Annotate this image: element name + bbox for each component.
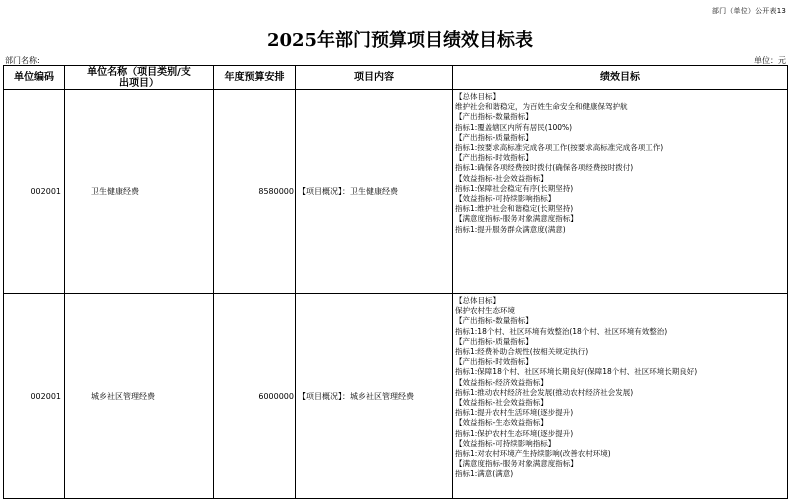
- budget-cell: 6000000: [214, 294, 296, 499]
- goal-line: 【总体目标】: [455, 296, 500, 305]
- table-header-row: [4, 66, 788, 90]
- goal-line: 指标1:提升服务群众满意度(满意): [455, 224, 566, 234]
- goal-line: 【产出指标-时效指标】: [455, 153, 533, 163]
- table-row: [4, 90, 788, 294]
- goal-line: 【产出指标-数量指标】: [455, 316, 533, 326]
- goal-line: 【产出指标-质量指标】: [455, 336, 533, 346]
- unit-label: 单位：元: [754, 56, 786, 65]
- unit-code-cell: 002001: [4, 294, 65, 499]
- goal-line: 指标1:推动农村经济社会发展(推动农村经济社会发展): [455, 387, 634, 397]
- goal-line: 【满意度指标-服务对象满意度指标】: [455, 459, 578, 469]
- header-project-content: 项目内容: [296, 66, 453, 90]
- goal-line: 维护社会和谐稳定，为百姓生命安全和健康保驾护航: [455, 102, 628, 112]
- goal-line: 【产出指标-时效指标】: [455, 357, 533, 367]
- goals-cell: [453, 90, 788, 294]
- goal-line: 【效益指标-社会效益指标】: [455, 173, 548, 183]
- goal-line: 【效益指标-社会效益指标】: [455, 398, 548, 408]
- header-unit-name: 单位名称（项目类别/支出项目）: [65, 66, 214, 90]
- unit-name-cell: 卫生健康经费: [65, 90, 214, 294]
- content-cell: 【项目概况】：城乡社区管理经费: [296, 294, 453, 499]
- goal-line: 【效益指标-经济效益指标】: [455, 377, 548, 387]
- performance-table: [3, 65, 788, 499]
- goal-line: 指标1:维护社会和谐稳定(长期坚持): [455, 204, 574, 214]
- goal-line: 【效益指标-生态效益指标】: [455, 418, 548, 428]
- goal-line: 【产出指标-质量指标】: [455, 132, 533, 142]
- unit-name-cell: 城乡社区管理经费: [65, 294, 214, 499]
- goal-line: 指标1:按要求高标准完成各项工作(按要求高标准完成各项工作): [455, 143, 664, 153]
- department-label: 部门名称:: [5, 56, 40, 65]
- goal-line: 【效益指标-可持续影响指标】: [455, 194, 556, 204]
- goal-line: 指标1:对农村环境产生持续影响(改善农村环境): [455, 449, 611, 459]
- header-performance-goals: 绩效目标: [453, 66, 788, 90]
- header-annual-budget: 年度预算安排: [214, 66, 296, 90]
- goal-line: 【总体目标】: [455, 92, 500, 101]
- goal-line: 【效益指标-可持续影响指标】: [455, 438, 556, 448]
- content-cell: 【项目概况】：卫生健康经费: [296, 90, 453, 294]
- goal-line: 指标1:确保各项经费按时拨付(确保各项经费按时拨付): [455, 163, 634, 173]
- goal-line: 指标1:保障社会稳定有序(长期坚持): [455, 183, 574, 193]
- page-title: 2025年部门预算项目绩效目标表: [266, 30, 534, 51]
- goals-cell: [453, 294, 788, 499]
- goal-line: 【满意度指标-服务对象满意度指标】: [455, 214, 578, 224]
- goal-line: 指标1:覆盖辖区内所有居民(100%): [455, 122, 573, 132]
- goal-line: 保护农村生态环境: [455, 306, 515, 316]
- goal-line: 指标1:18个村、社区环境有效整治(18个村、社区环境有效整治): [455, 326, 668, 336]
- goal-line: 指标1:经费补助合规性(按相关规定执行): [455, 347, 589, 357]
- goal-line: 【产出指标-数量指标】: [455, 112, 533, 122]
- goal-line: 指标1:提升农村生活环境(逐步提升): [455, 408, 574, 418]
- unit-code-cell: 002001: [4, 90, 65, 294]
- goal-line: 指标1:满意(满意): [455, 469, 514, 479]
- goal-line: 指标1:保障18个村、社区环境长期良好(保障18个村、社区环境长期良好): [455, 367, 698, 377]
- table-number-note: 部门（单位）公开表13: [711, 7, 786, 15]
- goal-line: 指标1:保护农村生态环境(逐步提升): [455, 428, 574, 438]
- budget-cell: 8580000: [214, 90, 296, 294]
- table-row: [4, 294, 788, 499]
- header-unit-code: 单位编码: [4, 66, 65, 90]
